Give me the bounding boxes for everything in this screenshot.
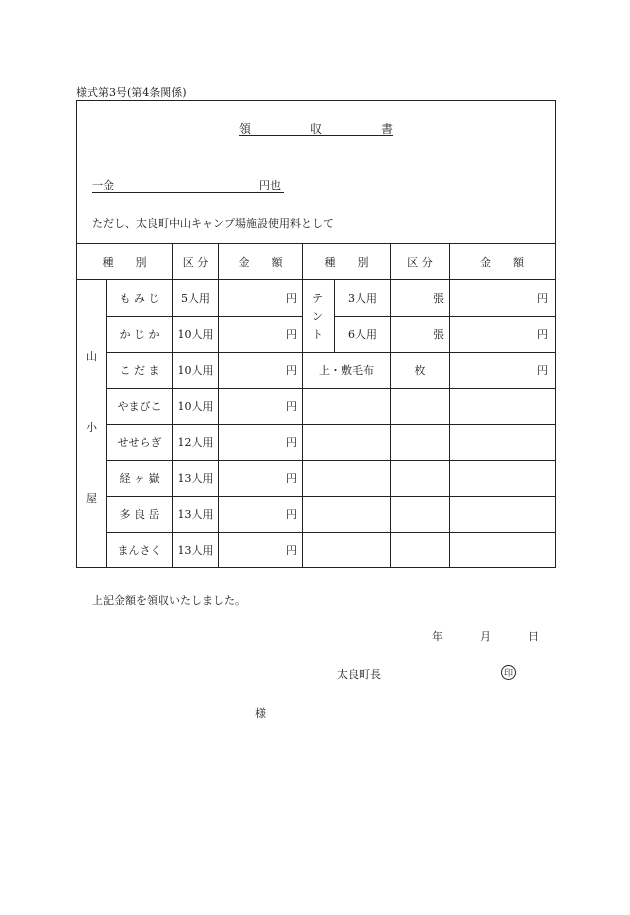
cabin-capacity: 10人用 <box>177 328 214 341</box>
amount-suffix: 円也 <box>259 179 281 192</box>
cabin-capacity: 10人用 <box>177 400 214 413</box>
cabin-amount-unit[interactable]: 円 <box>286 508 297 521</box>
tent-char-2: ン <box>312 310 323 323</box>
title-char-2: 収 <box>310 122 323 136</box>
cabin-name: せせらぎ <box>117 436 162 449</box>
purpose-text: ただし、太良町中山キャンプ場施設使用料として <box>92 217 334 230</box>
tent-amount-unit[interactable]: 円 <box>537 292 548 305</box>
cabin-name: やまびこ <box>117 400 162 413</box>
header-type-right: 種 別 <box>324 255 369 269</box>
cabin-capacity: 13人用 <box>177 472 214 485</box>
tent-counter[interactable]: 張 <box>433 328 444 341</box>
title-underline <box>239 135 393 136</box>
header-amount-left: 金 額 <box>238 255 283 269</box>
cabin-amount-unit[interactable]: 円 <box>286 436 297 449</box>
cabin-name: か じ か <box>119 328 160 341</box>
tent-capacity: 3人用 <box>348 292 377 305</box>
yamagoya-char-2: 小 <box>86 421 97 434</box>
cabin-name: こ だ ま <box>119 364 160 377</box>
seal-text: 印 <box>503 669 513 679</box>
date-year: 年 <box>432 630 443 643</box>
cabin-amount-unit[interactable]: 円 <box>286 472 297 485</box>
cabin-amount-unit[interactable]: 円 <box>286 543 297 557</box>
tent-capacity: 6人用 <box>348 328 377 341</box>
cabin-amount-unit[interactable]: 円 <box>286 364 297 377</box>
header-type-left: 種 別 <box>102 255 147 269</box>
title-char-3: 書 <box>381 122 394 136</box>
date-month: 月 <box>480 630 491 643</box>
col-line <box>302 243 303 567</box>
tent-char-1: テ <box>312 292 323 305</box>
cabin-amount-unit[interactable]: 円 <box>286 400 297 413</box>
receipt-statement: 上記金額を領収いたしました。 <box>92 594 246 607</box>
cabin-capacity: 13人用 <box>177 508 214 521</box>
blanket-counter[interactable]: 枚 <box>414 364 426 377</box>
mayor-title: 太良町長 <box>337 668 381 681</box>
cabin-amount-unit[interactable]: 円 <box>286 292 297 305</box>
cabin-name: も み じ <box>119 292 160 305</box>
cabin-capacity: 5人用 <box>181 292 210 305</box>
form-number: 様式第3号(第4条関係) <box>76 86 187 99</box>
tent-char-3: ト <box>312 328 323 341</box>
date-day: 日 <box>528 630 539 643</box>
amount-underline[interactable] <box>92 192 284 193</box>
amount-prefix: 一金 <box>92 179 114 192</box>
cabin-capacity: 12人用 <box>177 436 214 449</box>
tent-counter[interactable]: 張 <box>433 292 444 305</box>
cabin-name: 多 良 岳 <box>119 508 160 521</box>
cabin-capacity: 10人用 <box>177 364 214 377</box>
cabin-name: 経 ヶ 嶽 <box>119 472 160 485</box>
tent-amount-unit[interactable]: 円 <box>537 328 548 341</box>
header-div-left: 区 分 <box>182 255 209 269</box>
seal-icon <box>501 665 516 680</box>
cabin-name: まんさく <box>117 543 162 557</box>
blanket-name: 上・敷毛布 <box>319 364 374 377</box>
blanket-amount-unit[interactable]: 円 <box>537 364 548 377</box>
cabin-capacity: 13人用 <box>177 543 214 557</box>
header-div-right: 区 分 <box>407 255 433 269</box>
cabin-amount-unit[interactable]: 円 <box>286 328 297 341</box>
addressee-suffix: 様 <box>255 707 266 720</box>
header-amount-right: 金 額 <box>480 255 524 269</box>
yamagoya-char-1: 山 <box>86 350 97 363</box>
yamagoya-char-3: 屋 <box>86 492 97 505</box>
title-char-1: 領 <box>239 122 252 136</box>
